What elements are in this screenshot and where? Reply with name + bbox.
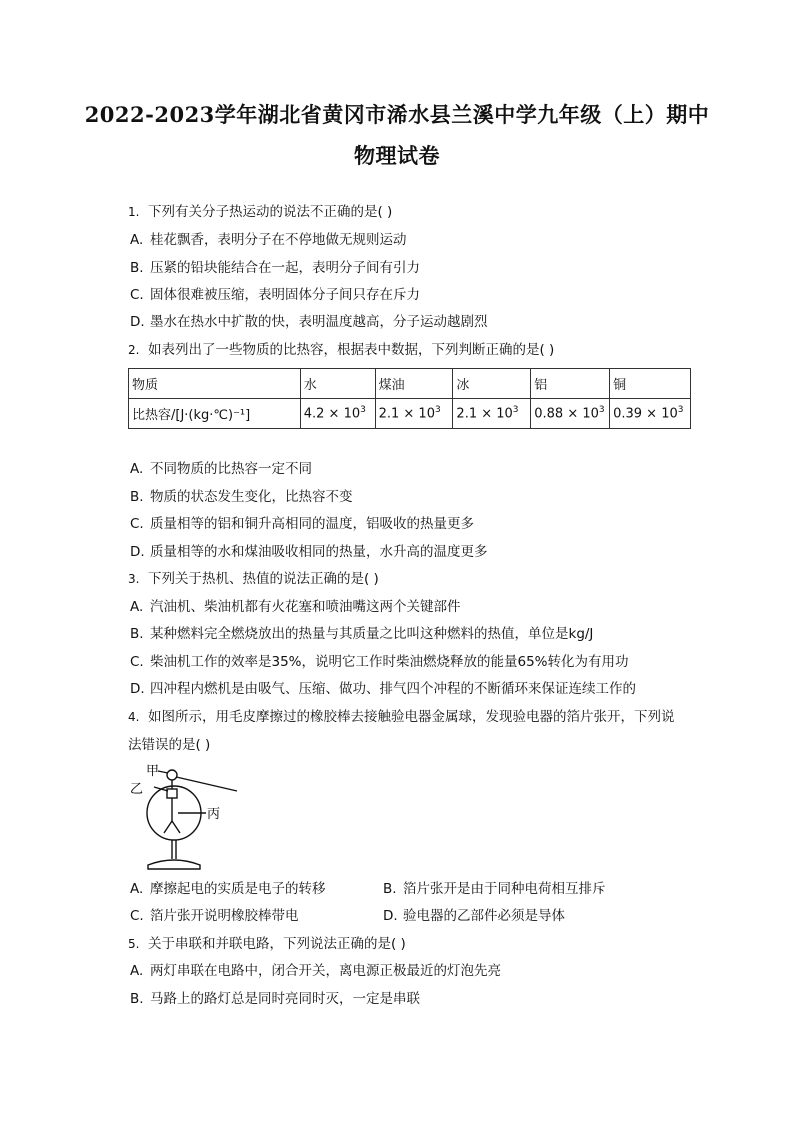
question-stem: 法错误的是( )	[128, 737, 211, 753]
question-number: 4.	[128, 710, 140, 724]
table-header-cell: 煤油	[375, 369, 453, 399]
value-exponent: 3	[598, 405, 605, 416]
option-text: 摩擦起电的实质是电子的转移	[150, 881, 326, 897]
option-label: D.	[383, 908, 398, 924]
question-number: 2.	[128, 343, 140, 357]
question-number: 5.	[128, 937, 140, 951]
question-number: 3.	[128, 572, 140, 586]
table-header-label: 物质	[129, 369, 301, 399]
value-exponent: 3	[360, 405, 366, 416]
option-text: 压紧的铅块能结合在一起，表明分子间有引力	[150, 260, 420, 276]
value-mantissa: 2.1 × 10	[456, 406, 513, 422]
rubber-rod	[172, 776, 237, 791]
question-4-continued	[128, 736, 210, 754]
option-text: 物质的状态发生变化，比热容不变	[150, 489, 353, 505]
q2-option-a	[130, 460, 312, 478]
q2-option-d	[130, 543, 488, 561]
q1-option-d	[130, 313, 488, 331]
option-text: 马路上的路灯总是同时亮同时灭，一定是串联	[150, 991, 420, 1007]
option-text: 箔片张开是由于同种电荷相互排斥	[403, 881, 606, 897]
option-label: B.	[130, 991, 144, 1007]
table-header-cell: 水	[300, 369, 375, 399]
option-label: D.	[130, 681, 145, 697]
table-row-values	[129, 399, 691, 429]
option-text: 两灯串联在电路中，闭合开关，离电源正极最近的灯泡先亮	[150, 963, 501, 979]
option-text: 四冲程内燃机是由吸气、压缩、做功、排气四个冲程的不断循环来保证连续工作的	[150, 681, 636, 697]
option-text: 柴油机工作的效率是35%，说明它工作时柴油燃烧释放的能量65%转化为有用功	[150, 654, 629, 670]
value-exponent: 3	[512, 405, 519, 416]
q4-option-d	[383, 907, 565, 925]
question-2	[128, 341, 554, 359]
option-text: 不同物质的比热容一定不同	[150, 461, 312, 477]
q2-option-b	[130, 488, 353, 506]
electroscope-figure	[128, 763, 238, 873]
stand-base	[148, 860, 200, 869]
option-label: A.	[130, 232, 144, 248]
table-header-cell: 冰	[453, 369, 531, 399]
option-label: C.	[130, 908, 144, 924]
option-text: 桂花飘香，表明分子在不停地做无规则运动	[150, 232, 407, 248]
label-jia: 甲	[146, 764, 160, 779]
value-mantissa: 0.39 × 10	[613, 406, 678, 422]
option-label: C.	[130, 516, 144, 532]
table-cell	[453, 399, 531, 429]
metal-ball	[167, 770, 177, 780]
option-label: B.	[130, 626, 144, 642]
label-bing: 丙	[207, 807, 221, 822]
page-subtitle: 物理试卷	[354, 143, 440, 168]
q3-option-a	[130, 598, 461, 616]
q1-option-b	[130, 259, 420, 277]
option-label: B.	[383, 881, 397, 897]
question-stem: 如表列出了一些物质的比热容，根据表中数据，下列判断正确的是( )	[148, 342, 555, 358]
specific-heat-table	[128, 368, 691, 429]
question-number: 1.	[128, 205, 140, 219]
option-text: 墨水在热水中扩散的快，表明温度越高，分子运动越剧烈	[150, 314, 488, 330]
q4-option-c	[130, 907, 299, 925]
option-text: 固体很难被压缩，表明固体分子间只存在斥力	[150, 287, 420, 303]
question-5	[128, 935, 406, 953]
foil-leaf	[164, 821, 172, 833]
option-text: 汽油机、柴油机都有火花塞和喷油嘴这两个关键部件	[150, 599, 461, 615]
question-stem: 下列关于热机、热值的说法正确的是( )	[148, 571, 379, 587]
table-cell	[300, 399, 375, 429]
table-row-header	[129, 369, 691, 399]
foil-leaf	[172, 821, 180, 833]
option-text: 箔片张开说明橡胶棒带电	[150, 908, 299, 924]
table-header-cell: 铝	[531, 369, 610, 399]
stopper	[167, 789, 177, 798]
option-label: A.	[130, 599, 144, 615]
value-mantissa: 4.2 × 10	[303, 406, 361, 422]
q5-option-a	[130, 962, 501, 980]
q5-option-b	[130, 990, 420, 1008]
q4-option-b	[383, 880, 606, 898]
q3-option-c	[130, 653, 629, 671]
question-stem: 如图所示，用毛皮摩擦过的橡胶棒去接触验电器金属球，发现验电器的箔片张开，下列说	[148, 709, 675, 725]
option-label: C.	[130, 287, 144, 303]
table-cell	[531, 399, 610, 429]
option-text: 质量相等的铝和铜升高相同的温度，铝吸收的热量更多	[150, 516, 474, 532]
value-exponent: 3	[434, 405, 441, 416]
option-label: A.	[130, 881, 144, 897]
option-label: D.	[130, 544, 145, 560]
question-3	[128, 570, 379, 588]
option-text: 某种燃料完全燃烧放出的热量与其质量之比叫这种燃料的热值，单位是kg/J	[150, 626, 594, 642]
q1-option-c	[130, 286, 420, 304]
q3-option-b	[130, 625, 593, 643]
value-exponent: 3	[677, 405, 684, 416]
option-label: B.	[130, 489, 144, 505]
q2-option-c	[130, 515, 474, 533]
question-stem: 关于串联和并联电路，下列说法正确的是( )	[148, 936, 406, 952]
option-label: D.	[130, 314, 145, 330]
value-mantissa: 0.88 × 10	[534, 406, 599, 422]
option-label: B.	[130, 260, 144, 276]
value-mantissa: 2.1 × 10	[378, 406, 435, 422]
table-cell	[610, 399, 691, 429]
question-stem: 下列有关分子热运动的说法不正确的是( )	[148, 204, 393, 220]
option-label: A.	[130, 963, 144, 979]
option-label: A.	[130, 461, 144, 477]
option-text: 验电器的乙部件必须是导体	[403, 908, 565, 924]
table-row-label: 比热容/[J·(kg·℃)⁻¹]	[129, 399, 301, 429]
question-4	[128, 708, 675, 726]
page-title: 2022-2023学年湖北省黄冈市浠水县兰溪中学九年级（上）期中	[84, 102, 710, 127]
option-label: C.	[130, 654, 144, 670]
label-yi: 乙	[130, 782, 144, 797]
option-text: 质量相等的水和煤油吸收相同的热量，水升高的温度更多	[150, 544, 488, 560]
table-header-cell: 铜	[610, 369, 691, 399]
question-1	[128, 203, 392, 221]
q3-option-d	[130, 680, 636, 698]
q1-option-a	[130, 231, 407, 249]
q4-option-a	[130, 880, 326, 898]
table-cell	[375, 399, 453, 429]
